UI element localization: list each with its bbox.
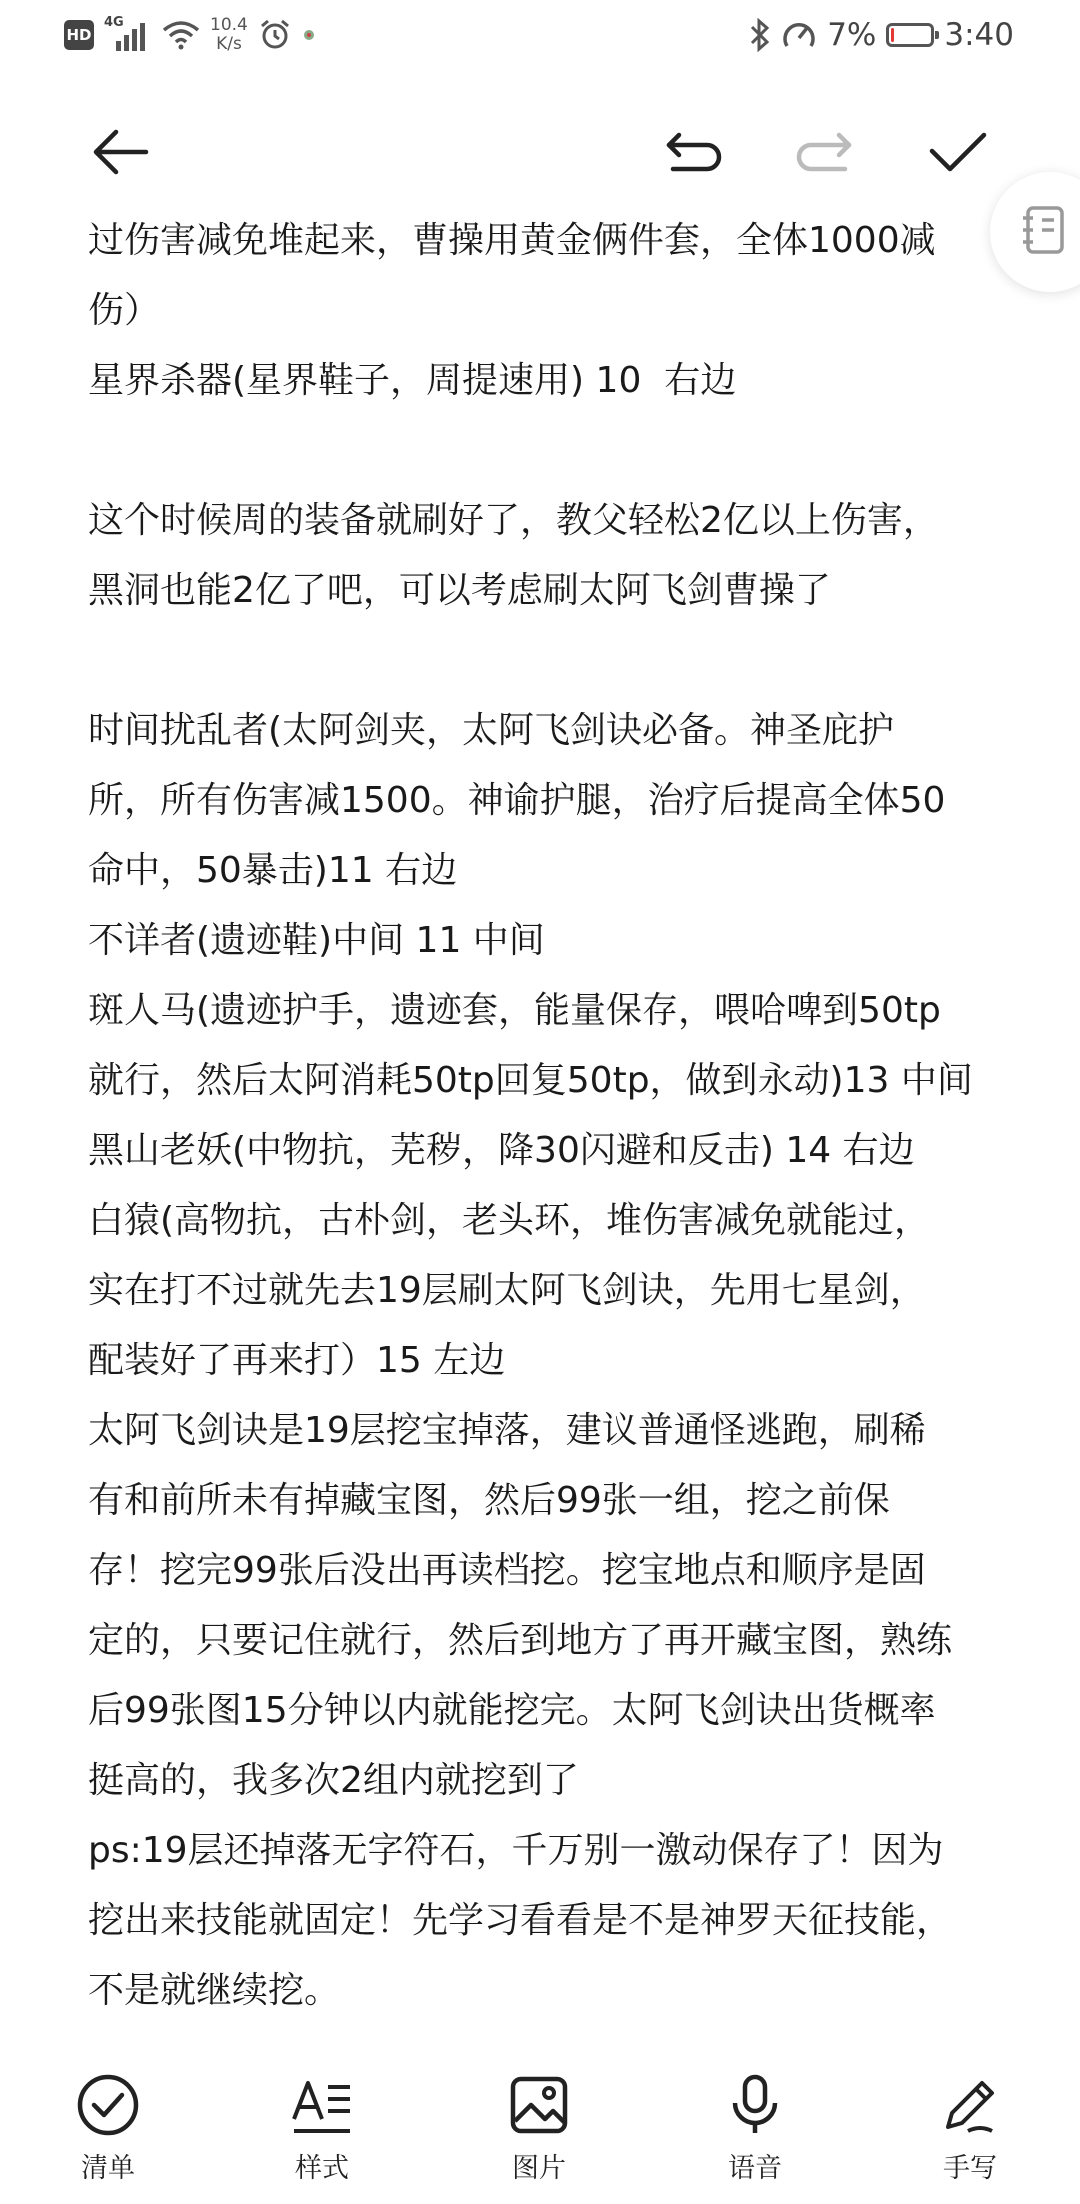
note-line: 命中，50暴击)11 右边 (88, 850, 458, 891)
alarm-icon (258, 18, 292, 52)
note-line: 定的，只要记住就行，然后到地方了再开藏宝图，熟练 (88, 1620, 953, 1661)
network-type: 4G (104, 15, 124, 30)
text-style-label: 样式 (295, 2153, 349, 2184)
note-line: 就行，然后太阿消耗50tp回复50tp，做到永动)13 中间 (88, 1060, 973, 1101)
status-left (64, 12, 316, 58)
note-line: 不详者(遗迹鞋)中间 11 中间 (88, 920, 545, 961)
note-line: 过伤害减免堆起来，曹操用黄金俩件套，全体1000减 (88, 220, 936, 261)
handwriting-icon (940, 2075, 1000, 2135)
note-line (88, 416, 1008, 486)
arrow-left-icon (90, 127, 150, 177)
battery-level (891, 28, 894, 42)
image-icon (509, 2075, 569, 2135)
handwriting-button[interactable] (900, 2070, 1040, 2185)
checklist-label: 清单 (81, 2153, 135, 2184)
check-icon (928, 129, 988, 175)
note-line: 后99张图15分钟以内就能挖完。太阿飞剑诀出货概率 (88, 1690, 936, 1731)
bottom-toolbar (0, 2060, 1080, 2204)
handwriting-label: 手写 (943, 2153, 997, 2184)
undo-icon (663, 129, 725, 175)
checklist-button[interactable] (38, 2070, 178, 2185)
note-line: 时间扰乱者(太阿剑夹，太阿飞剑诀必备。神圣庇护 (88, 710, 895, 751)
checklist-icon (76, 2073, 140, 2137)
redo-button[interactable] (792, 120, 856, 184)
hd-badge: HD (64, 20, 94, 50)
clock: 3:40 (944, 17, 1014, 53)
note-line: 挖出来技能就固定！先学习看看是不是神罗天征技能， (88, 1900, 953, 1941)
data-saver-icon (781, 18, 817, 52)
signal-icon (104, 17, 152, 53)
note-line: 黑山老妖(中物抗，芜秽，降30闪避和反击) 14 右边 (88, 1130, 915, 1171)
note-line: 白猿(高物抗，古朴剑，老头环，堆伤害减免就能过， (88, 1200, 931, 1241)
note-line: 太阿飞剑诀是19层挖宝掉落，建议普通怪逃跑，刷稀 (88, 1410, 926, 1451)
back-button[interactable] (88, 120, 152, 184)
wifi-icon (162, 20, 200, 50)
voice-label: 语音 (728, 2153, 782, 2184)
undo-button[interactable] (662, 120, 726, 184)
note-line: 黑洞也能2亿了吧，可以考虑刷太阿飞剑曹操了 (88, 570, 831, 611)
note-line: 不是就继续挖。 (88, 1970, 341, 2011)
microphone-icon (731, 2073, 779, 2137)
note-line: ps:19层还掉落无字符石，千万别一激动保存了！因为 (88, 1830, 944, 1871)
status-bar (0, 0, 1080, 70)
image-button[interactable] (469, 2070, 609, 2185)
note-line: 伤） (88, 290, 161, 331)
note-line: 配装好了再来打）15 左边 (88, 1340, 506, 1381)
note-line: 星界杀器(星界鞋子，周提速用) 10 右边 (88, 360, 737, 401)
editor-toolbar (0, 100, 1080, 200)
app-notification-icon (302, 28, 316, 42)
note-line: 斑人马(遗迹护手，遗迹套，能量保存，喂哈啤到50tp (88, 990, 941, 1031)
note-line: 挺高的，我多次2组内就挖到了 (88, 1760, 579, 1801)
text-style-button[interactable] (252, 2070, 392, 2185)
note-line: 有和前所未有掉藏宝图，然后99张一组，挖之前保 (88, 1480, 890, 1521)
battery-percent: 7% (827, 17, 877, 53)
net-speed-unit: K/s (216, 34, 242, 54)
confirm-button[interactable] (926, 120, 990, 184)
note-line: 这个时候周的装备就刷好了，教父轻松2亿以上伤害， (88, 500, 939, 541)
net-speed-value: 10.4 (210, 15, 248, 35)
battery-icon (886, 23, 934, 47)
notebook-icon (1020, 202, 1068, 258)
net-speed (210, 16, 248, 54)
note-line: 实在打不过就先去19层刷太阿飞剑诀，先用七星剑， (88, 1270, 926, 1311)
note-body[interactable] (88, 206, 1008, 2026)
redo-icon (793, 129, 855, 175)
note-line: 所，所有伤害减1500。神谕护腿，治疗后提高全体50 (88, 780, 946, 821)
note-line (88, 626, 1008, 696)
bluetooth-icon (749, 18, 771, 52)
note-line: 存！挖完99张后没出再读档挖。挖宝地点和顺序是固 (88, 1550, 926, 1591)
text-style-icon (290, 2075, 354, 2135)
image-label: 图片 (512, 2153, 566, 2184)
voice-button[interactable] (685, 2070, 825, 2185)
status-right (749, 12, 1014, 58)
